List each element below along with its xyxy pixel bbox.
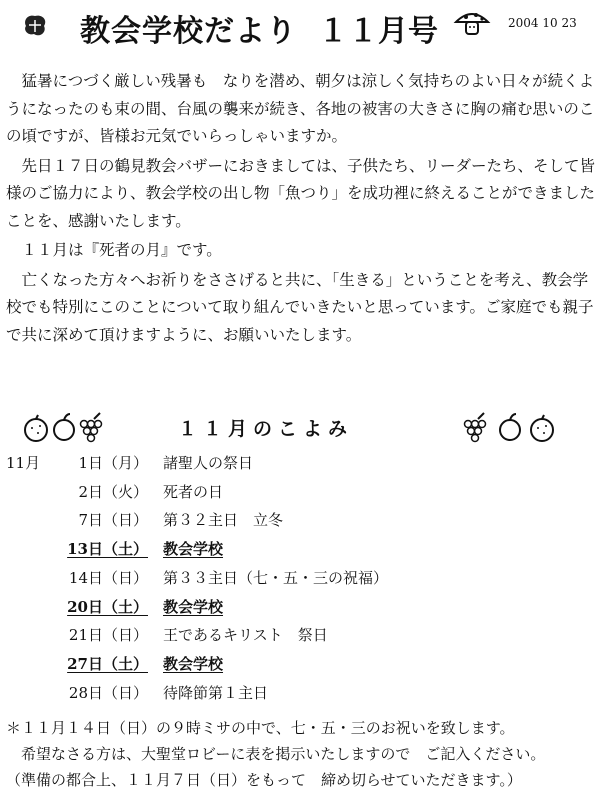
calendar-date: 1日（月） [78,454,148,472]
issue-date: 2004 10 23 [508,16,577,30]
grapes-icon [81,413,102,442]
notes-section [6,715,602,793]
newsletter-header [0,0,607,56]
calendar-month: 11月 [6,454,41,472]
intro-paragraph: 猛暑につづく厳しい残暑も なりを潜め、朝夕は涼しく気持ちのよい日々が続くようになったのも束の間、台風の襲来が続き、各地の被害の大きさに胸の痛む思いのこの頃ですが、皆様お元気でいらっしゃいますか。 [6,72,595,145]
issue-label: １１月号 [318,14,438,49]
calendar-event: 死者の日 [163,482,224,501]
calendar-entry [0,651,607,675]
calendar-event: 王であるキリスト 祭日 [163,626,328,645]
calendar-event: 第３３主日（七・五・三の祝福） [163,568,389,587]
calendar-date: 27日（土） [67,654,148,673]
calendar-entry [0,479,607,503]
calendar-entry [0,565,607,589]
intro-paragraph: 亡くなった方々へお祈りをささげると共に、「生きる」ということを考え、教会学校でも特別にこのことについて取り組んでいきたいと思っています。ご家庭でも親子で共に深めて頂けますように、お願いいたします。 [6,270,594,344]
calendar-event: 待降節第１主日 [163,683,269,702]
calendar-entry [0,507,607,531]
calendar-entry [0,622,607,646]
calendar-title: １１月のこよみ [178,418,354,440]
apple-icon [54,414,74,440]
calendar-date: 21日（日） [68,626,148,645]
calendar-event: 教会学校 [163,540,224,559]
calendar-date: 20日（土） [67,597,148,616]
calendar-entry [0,594,607,618]
calendar-entry [0,450,607,474]
note-line: （準備の都合上、１１月７日（日）をもって 締め切らせていただきます。） [6,771,522,789]
calendar-date: 7日（日） [78,511,148,530]
calendar-event: 教会学校 [163,654,224,673]
calendar-header [0,408,607,444]
calendar-entry [0,536,607,560]
note-line: ＊１１月１４日（日）の９時ミサの中で、七・五・三のお祝いを致します。 [6,719,515,737]
calendar-date: 13日（土） [67,540,148,559]
calendar-event: 教会学校 [163,597,224,616]
intro-text [6,68,602,351]
grapes-icon [465,413,486,442]
fruit-decoration-right [460,410,560,444]
fruit-decoration-left [20,410,120,444]
intro-paragraph: 先日１７日の鶴見教会バザーにおきましては、子供たち、リーダーたち、そして皆様のご協力により、教会学校の出し物「魚つり」を成功裡に終えることができましたことを、感謝いたします。 [6,156,596,230]
orange-icon [25,415,47,441]
calendar-date: 28日（日） [68,683,148,702]
calendar-date: 14日（日） [68,568,148,587]
intro-paragraph: １１月は『死者の月』です。 [21,241,222,259]
note-line: 希望なさる方は、大聖堂ロビーに表を掲示いたしますので ご記入ください。 [6,745,546,763]
leaf-ornament-icon [20,12,50,40]
calendar-entry [0,680,607,704]
newsletter-title: 教会学校だより [80,14,297,49]
calendar-date: 2日（火） [78,482,148,501]
mushroom-face-icon [452,6,492,38]
calendar-event: 第３２主日 立冬 [163,511,284,530]
calendar-event: 諸聖人の祭日 [163,454,254,472]
orange-icon [531,415,553,441]
apple-icon [500,414,520,440]
